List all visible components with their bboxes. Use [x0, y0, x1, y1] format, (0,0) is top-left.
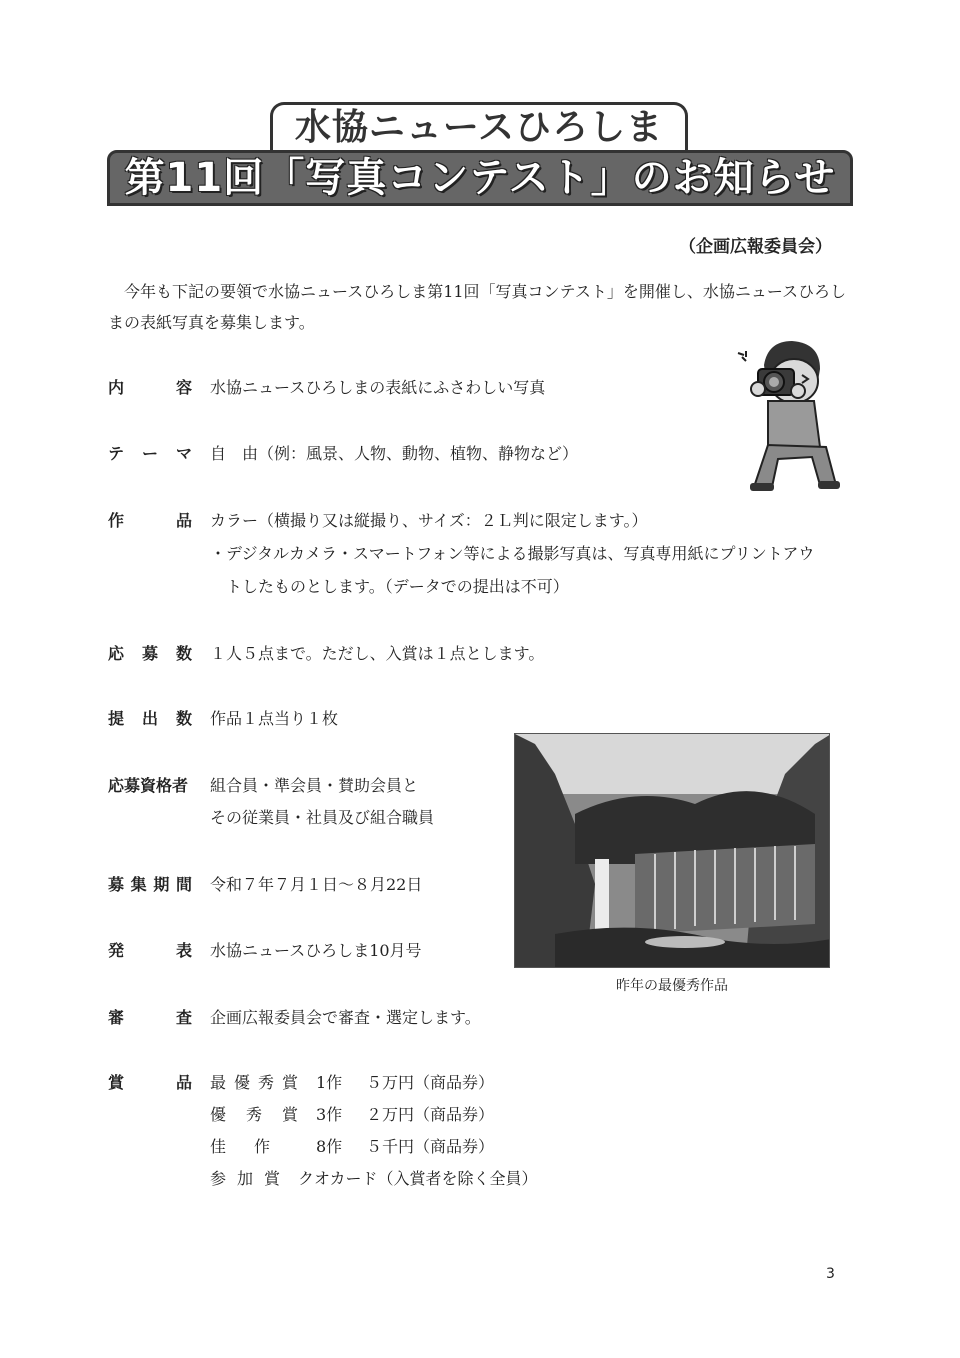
label-char: 期 — [153, 875, 170, 894]
prize-reward: ５千円（商品券） — [366, 1137, 495, 1156]
prize-count: 8作 — [316, 1137, 343, 1156]
item-value: 水協ニュースひろしまの表紙にふさわしい写真 — [210, 378, 546, 397]
prize-name-char: 優 — [210, 1105, 227, 1124]
photographer-illustration — [728, 335, 848, 495]
item-value-note-cont: トしたものとします。（データでの提出は不可） — [210, 577, 569, 596]
item-value: カラー（横撮り又は縦撮り、サイズ：２Ｌ判に限定します。） — [210, 511, 648, 530]
prize-row — [210, 1099, 538, 1131]
prize-name — [210, 1099, 298, 1131]
prize-count: 3作 — [316, 1105, 343, 1124]
label-char: 表 — [175, 941, 192, 960]
label-char: 数 — [175, 644, 192, 663]
newsletter-name-banner: 水協ニュースひろしま — [270, 102, 688, 150]
prize-row — [210, 1067, 538, 1099]
waterfall-image — [515, 734, 830, 968]
label-char: テ — [108, 444, 125, 463]
page-title: 第11回「写真コンテスト」のお知らせ — [107, 150, 853, 206]
item-value: 令和７年７月１日～８月22日 — [210, 875, 423, 894]
label-char: 賞 — [108, 1073, 125, 1092]
prize-name — [210, 1067, 298, 1099]
item-value: 企画広報委員会で審査・選定します。 — [210, 1008, 481, 1027]
item-label — [108, 438, 192, 470]
label-char: 品 — [175, 1073, 192, 1092]
label-char: 内 — [108, 378, 125, 397]
label-char: 数 — [175, 709, 192, 728]
label-char: 審 — [108, 1008, 125, 1027]
prize-row — [210, 1131, 538, 1163]
label-char: 間 — [175, 875, 192, 894]
prize-name-char: 優 — [233, 1073, 250, 1092]
item-label — [108, 935, 192, 967]
item-label — [108, 1067, 192, 1099]
page-number: 3 — [826, 1266, 835, 1282]
prize-name-char: 秀 — [257, 1073, 274, 1092]
prize-list — [210, 1067, 538, 1195]
photo-caption: 昨年の最優秀作品 — [616, 978, 728, 994]
label-char: 募 — [141, 644, 158, 663]
prize-reward: クオカード（入賞者を除く全員） — [298, 1169, 538, 1188]
label-char: 提 — [108, 709, 125, 728]
prize-row — [210, 1163, 538, 1195]
item-label — [108, 703, 192, 735]
label-char: 品 — [175, 511, 192, 530]
label-char: ー — [141, 444, 158, 463]
prize-name-char: 賞 — [281, 1073, 298, 1092]
prize-reward: ５万円（商品券） — [366, 1073, 495, 1092]
label-char: 査 — [175, 1008, 192, 1027]
item-value: 作品１点当り１枚 — [210, 709, 339, 728]
item-value: １人５点まで。ただし、入賞は１点とします。 — [210, 644, 545, 663]
intro-paragraph: 今年も下記の要領で水協ニュースひろしま第11回「写真コンテスト」を開催し、水協ニュースひろしまの表紙写真を募集します。 — [108, 282, 847, 332]
label-char: マ — [175, 444, 192, 463]
label-char: 応 — [108, 644, 125, 663]
prize-name-char: 秀 — [245, 1105, 262, 1124]
prize-count: 1作 — [316, 1073, 343, 1092]
item-value-cont: その従業員・社員及び組合職員 — [210, 808, 435, 827]
item-value: 水協ニュースひろしま10月号 — [210, 941, 422, 960]
label-char: 容 — [175, 378, 192, 397]
label-char: 発 — [108, 941, 125, 960]
label-char: 募 — [108, 875, 125, 894]
item-label — [108, 1002, 192, 1034]
prize-name-char: 賞 — [281, 1105, 298, 1124]
item-value-note: ・デジタルカメラ・スマートフォン等による撮影写真は、写真専用紙にプリントアウ — [210, 544, 815, 563]
prize-name-char: 加 — [236, 1169, 253, 1188]
item-label — [108, 869, 192, 901]
prize-reward: ２万円（商品券） — [366, 1105, 495, 1124]
item-label — [108, 505, 192, 537]
item-label — [108, 372, 192, 404]
prize-name-char: 参 — [210, 1169, 227, 1188]
prize-name-char: 佳 — [210, 1137, 227, 1156]
item-value: 組合員・準会員・賛助会員と — [210, 776, 419, 795]
prize-name-char: 賞 — [263, 1169, 280, 1188]
prize-name-char: 作 — [253, 1137, 270, 1156]
committee-credit: （企画広報委員会） — [679, 237, 832, 257]
prize-name-char: 最 — [210, 1073, 227, 1092]
label-char: 応募資格者 — [108, 776, 189, 795]
label-char: 作 — [108, 511, 125, 530]
prize-name — [210, 1163, 280, 1195]
label-char: 出 — [141, 709, 158, 728]
winning-photo — [514, 733, 830, 968]
item-label — [108, 770, 192, 802]
item-label — [108, 638, 192, 670]
item-value: 自 由（例：風景、人物、動物、植物、静物など） — [210, 444, 579, 463]
label-char: 集 — [130, 875, 147, 894]
prize-name — [210, 1131, 270, 1163]
